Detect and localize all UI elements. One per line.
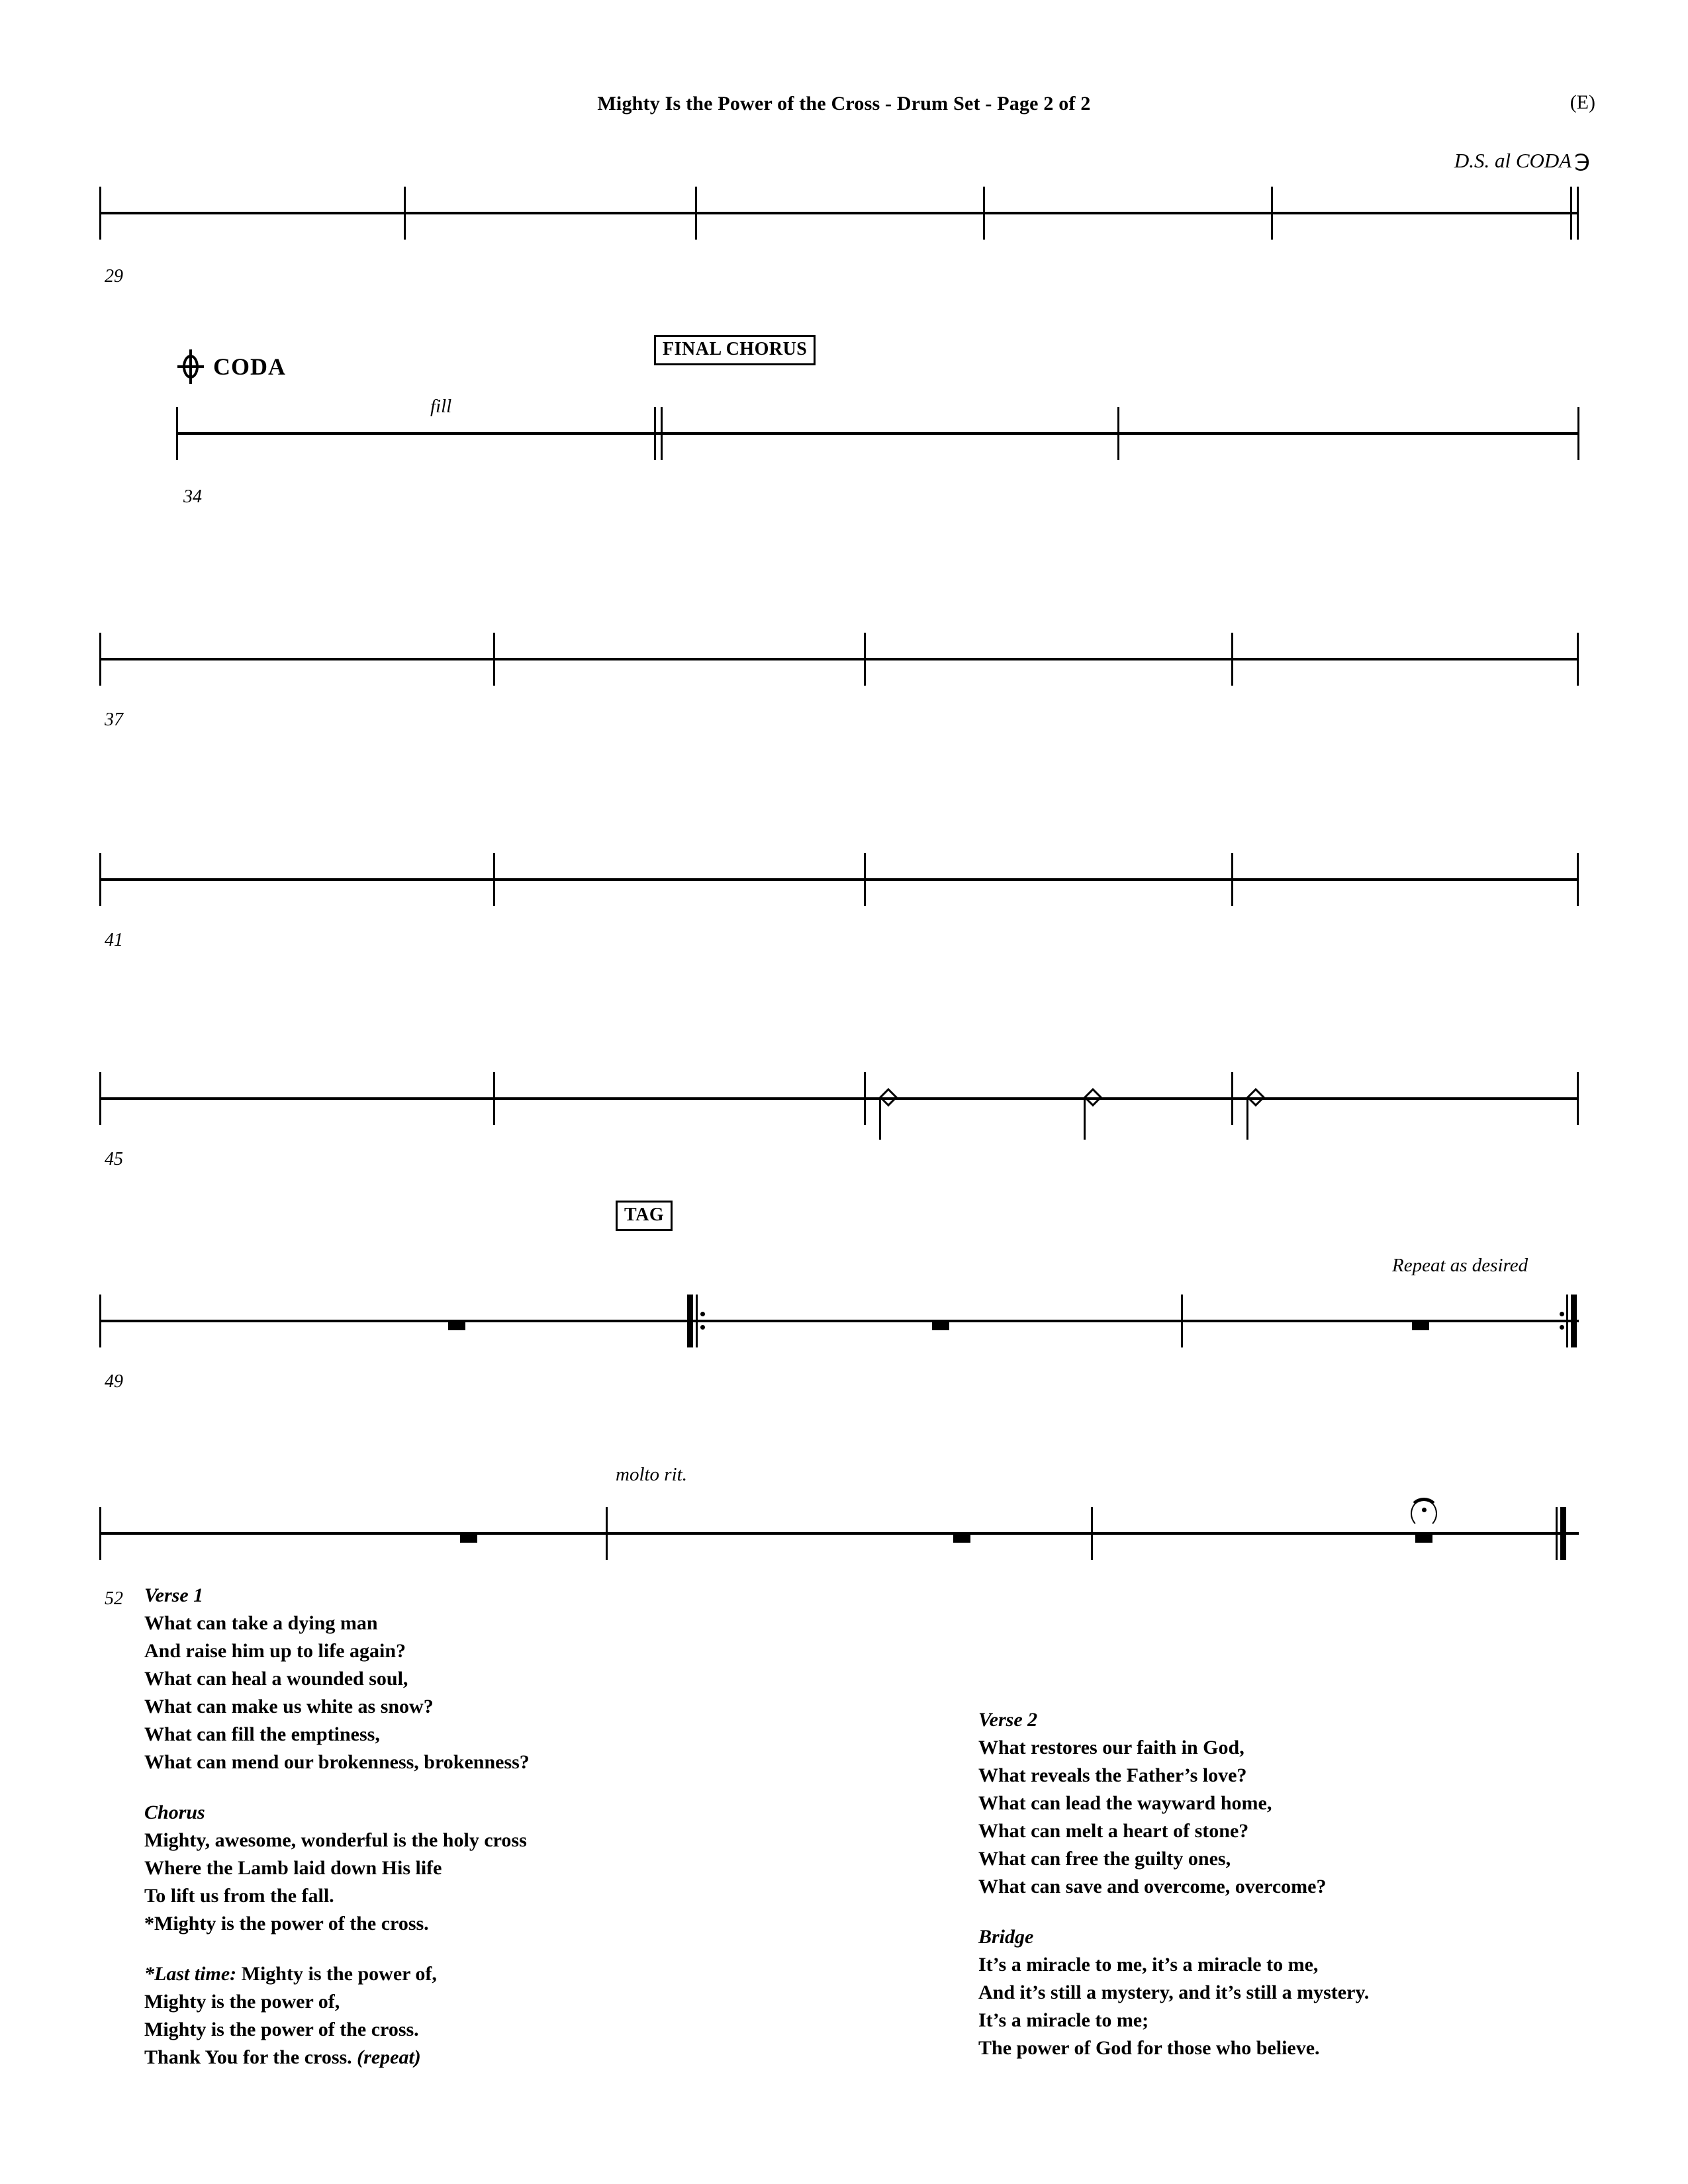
key-label: (E) bbox=[1570, 91, 1595, 113]
double-barline bbox=[654, 407, 663, 460]
diamond-notehead bbox=[879, 1091, 902, 1113]
last-time-prefix: *Last time: bbox=[144, 1963, 237, 1985]
staff-line bbox=[99, 1320, 1579, 1322]
staff-line bbox=[99, 878, 1579, 881]
barline bbox=[99, 853, 101, 906]
whole-rest bbox=[932, 1322, 949, 1330]
measure-number-49: 49 bbox=[105, 1371, 123, 1392]
ds-al-coda-direction bbox=[1454, 147, 1590, 173]
lyric-line: Mighty, awesome, wonderful is the holy cross bbox=[144, 1829, 527, 1851]
lyric-heading: Bridge bbox=[978, 1926, 1034, 1948]
lyric-line: The power of God for those who believe. bbox=[978, 2037, 1320, 2059]
barline bbox=[493, 1072, 495, 1125]
expression-molto-rit: molto rit. bbox=[616, 1464, 687, 1485]
whole-rest bbox=[953, 1534, 970, 1543]
repeat-start-barline bbox=[687, 1295, 704, 1347]
staff-line bbox=[99, 658, 1579, 660]
staff-line bbox=[99, 1097, 1579, 1100]
lyric-heading: Verse 2 bbox=[978, 1709, 1038, 1731]
rehearsal-mark-tag: TAG bbox=[616, 1201, 673, 1231]
barline bbox=[493, 633, 495, 686]
measure-number-45: 45 bbox=[105, 1149, 123, 1169]
lyric-line: *Mighty is the power of the cross. bbox=[144, 1913, 429, 1934]
fermata-icon bbox=[1409, 1498, 1439, 1515]
page-header bbox=[0, 93, 1688, 115]
last-time-rest: Mighty is the power of, bbox=[236, 1963, 437, 1985]
whole-rest bbox=[448, 1322, 465, 1330]
barline bbox=[404, 187, 406, 240]
measure-number-37: 37 bbox=[105, 709, 123, 730]
lyric-block-last-time bbox=[144, 1960, 939, 2071]
lyric-line: What can lead the wayward home, bbox=[978, 1792, 1272, 1814]
barline bbox=[1117, 407, 1119, 460]
lyric-line: What can take a dying man bbox=[144, 1612, 378, 1634]
barline bbox=[99, 1507, 101, 1560]
lyric-line: It’s a miracle to me; bbox=[978, 2009, 1149, 2031]
measure-number-34: 34 bbox=[183, 486, 202, 507]
barline bbox=[176, 407, 178, 460]
whole-rest bbox=[1412, 1322, 1429, 1330]
barline bbox=[1181, 1295, 1183, 1347]
lyrics-right-column bbox=[978, 1706, 1654, 2062]
coda-icon bbox=[177, 349, 204, 384]
staff-line bbox=[99, 1532, 1579, 1535]
expression-repeat-as-desired: Repeat as desired bbox=[1392, 1255, 1528, 1276]
double-barline bbox=[1570, 187, 1579, 240]
barline bbox=[1231, 633, 1233, 686]
repeat-end-barline bbox=[1560, 1295, 1577, 1347]
barline bbox=[1577, 633, 1579, 686]
barline bbox=[1231, 853, 1233, 906]
rehearsal-mark-final-chorus: FINAL CHORUS bbox=[654, 335, 816, 365]
barline bbox=[864, 1072, 866, 1125]
lyric-line: What can melt a heart of stone? bbox=[978, 1820, 1249, 1842]
barline bbox=[983, 187, 985, 240]
lyric-block-verse-1 bbox=[144, 1582, 939, 1776]
lyric-line: What can make us white as snow? bbox=[144, 1696, 434, 1717]
barline bbox=[1091, 1507, 1093, 1560]
lyric-line: What can heal a wounded soul, bbox=[144, 1668, 408, 1690]
lyric-line: What reveals the Father’s love? bbox=[978, 1764, 1247, 1786]
barline bbox=[864, 853, 866, 906]
lyric-line: Mighty is the power of, bbox=[144, 1991, 340, 2013]
lyric-line: What can mend our brokenness, brokenness? bbox=[144, 1751, 530, 1773]
coda-label: CODA bbox=[213, 353, 286, 380]
expression-fill: fill bbox=[430, 396, 452, 417]
whole-rest bbox=[1415, 1534, 1432, 1543]
ds-al-coda-text: D.S. al CODA bbox=[1454, 149, 1572, 172]
lyric-heading: Chorus bbox=[144, 1801, 205, 1823]
barline bbox=[864, 633, 866, 686]
lyric-block-bridge bbox=[978, 1923, 1654, 2062]
staff-line bbox=[176, 432, 1579, 435]
barline bbox=[1577, 853, 1579, 906]
lyric-line: What can save and overcome, overcome? bbox=[978, 1876, 1327, 1897]
lyric-line: It’s a miracle to me, it’s a miracle to me, bbox=[978, 1954, 1319, 1976]
lyric-line: And it’s still a mystery, and it’s still a mystery. bbox=[978, 1981, 1370, 2003]
barline bbox=[695, 187, 697, 240]
diamond-notehead bbox=[1246, 1091, 1269, 1113]
measure-number-29: 29 bbox=[105, 266, 123, 287]
barline bbox=[1577, 407, 1579, 460]
barline bbox=[99, 1072, 101, 1125]
lyric-line-last-time bbox=[144, 1960, 939, 1988]
barline bbox=[99, 187, 101, 240]
staff-line bbox=[99, 212, 1579, 214]
lyric-line: To lift us from the fall. bbox=[144, 1885, 334, 1907]
barline bbox=[1231, 1072, 1233, 1125]
lyrics-section bbox=[0, 1582, 1688, 2111]
lyric-line: Mighty is the power of the cross. bbox=[144, 2019, 419, 2040]
lyric-block-verse-2 bbox=[978, 1706, 1654, 1901]
lyric-line: And raise him up to life again? bbox=[144, 1640, 406, 1662]
barline bbox=[99, 1295, 101, 1347]
barline bbox=[1271, 187, 1273, 240]
lyric-line-repeat: Thank You for the cross. (repeat) bbox=[144, 2046, 421, 2068]
lyric-heading: Verse 1 bbox=[144, 1584, 204, 1606]
whole-rest bbox=[460, 1534, 477, 1543]
barline bbox=[493, 853, 495, 906]
page-title: Mighty Is the Power of the Cross - Drum Set - Page 2 of 2 bbox=[597, 93, 1091, 114]
measure-number-41: 41 bbox=[105, 930, 123, 950]
measure-number-52: 52 bbox=[105, 1588, 123, 1609]
segno-icon: ℈ bbox=[1574, 148, 1590, 173]
lyric-block-chorus bbox=[144, 1799, 939, 1938]
final-barline bbox=[1556, 1507, 1566, 1560]
barline bbox=[1577, 1072, 1579, 1125]
lyric-line: Where the Lamb laid down His life bbox=[144, 1857, 442, 1879]
barline bbox=[99, 633, 101, 686]
coda-heading bbox=[177, 349, 286, 384]
repeat-marker: (repeat) bbox=[357, 2046, 421, 2068]
lyric-line: What can fill the emptiness, bbox=[144, 1723, 380, 1745]
lyric-line: What can free the guilty ones, bbox=[978, 1848, 1231, 1870]
barline bbox=[606, 1507, 608, 1560]
lyrics-left-column bbox=[144, 1582, 939, 2071]
lyric-line: What restores our faith in God, bbox=[978, 1737, 1244, 1758]
diamond-notehead bbox=[1084, 1091, 1106, 1113]
